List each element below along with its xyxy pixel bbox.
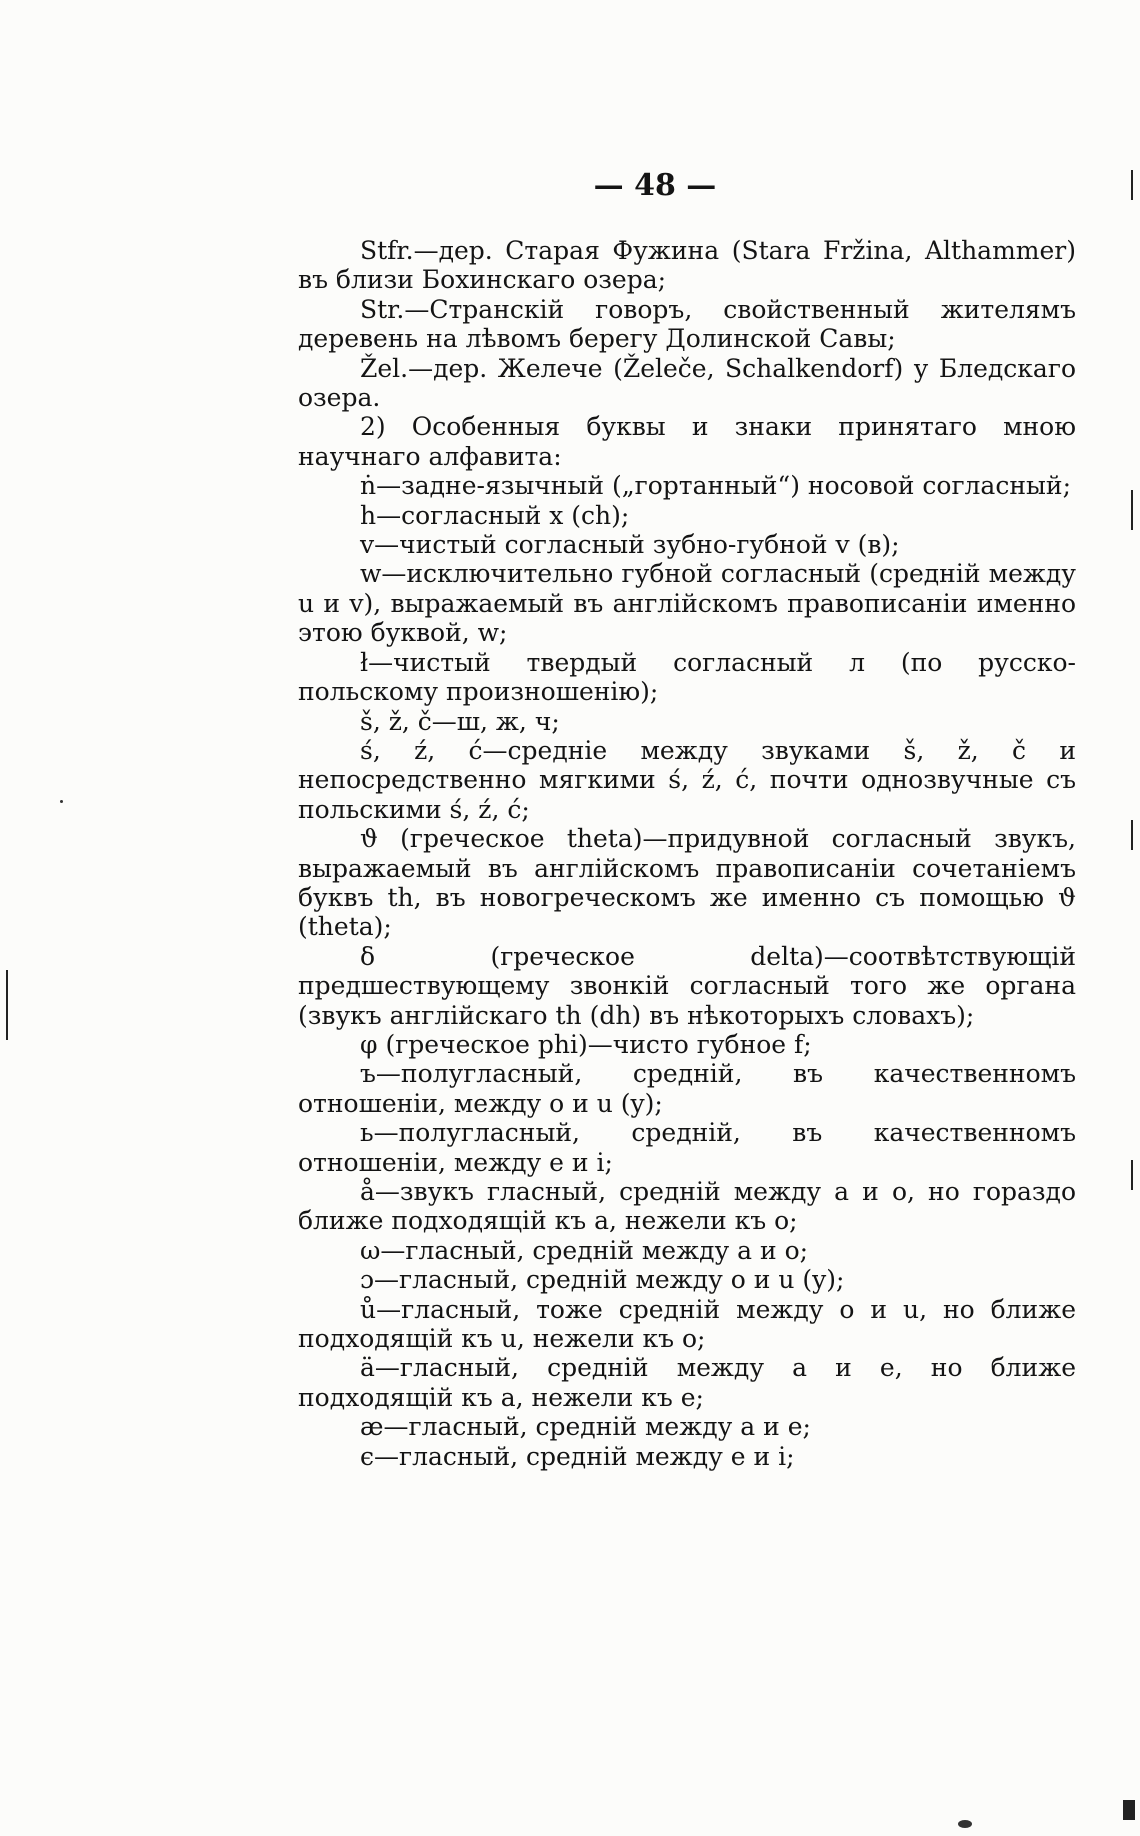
paragraph-yer-soft: ь—полугласный, средній, въ качественномъ отношеніи, между e и i; <box>298 1118 1076 1177</box>
scan-edge-mark <box>1131 170 1133 200</box>
page-number: — 48 — <box>593 168 717 203</box>
paragraph-ae: æ—гласный, средній между a и e; <box>360 1412 811 1442</box>
paragraph-phi: φ (греческое phi)—чисто губное f; <box>360 1029 812 1059</box>
paragraph-delta: δ (греческое delta)—соотвѣтствующій предшествующему звонкій согласный того же органа (звукъ англійскаго th (dh) въ нѣкоторыхъ словахъ); <box>298 941 1076 1030</box>
paragraph-a-uml: ä—гласный, средній между a и e, но ближе подходящій къ a, нежели къ e; <box>298 1353 1076 1412</box>
paragraph-u-ring: ů—гласный, тоже средній между o и u, но ближе подходящій къ u, нежели къ o; <box>298 1294 1076 1354</box>
paragraph-omega: ω—гласный, средній между a и o; <box>360 1235 809 1265</box>
scan-speck <box>60 800 63 803</box>
paragraph-zel: Žel.—дер. Желече (Želeče, Schalkendorf) у Бледскаго озера. <box>298 353 1076 413</box>
paragraph-section2: 2) Особенныя буквы и знаки принятаго мною научнаго алфавита: <box>298 412 1076 471</box>
paragraph-epsilon: ϵ—гласный, средній между e и i; <box>360 1441 795 1471</box>
scan-edge-mark <box>1131 490 1133 530</box>
paragraph-stfr: Stfr.—дер. Старая Фужина (Stara Fržina, Althammer) въ близи Бохинскаго озера; <box>298 236 1076 295</box>
paragraph-l: ł—чистый твердый согласный л (по русско-польскому произношенію); <box>298 647 1076 707</box>
paragraph-n: ṅ—задне-язычный („гортанный“) носовой согласный; <box>360 471 1071 501</box>
scan-edge-mark <box>6 970 8 1040</box>
scan-edge-mark <box>1123 1800 1135 1820</box>
paragraph-szc-soft: ś, ź, ć—средніе между звуками š, ž, č и непосредственно мягкими ś, ź, ć, почти однозвучные съ польскими ś, ź, ć; <box>298 735 1076 824</box>
paragraph-szc: š, ž, č—ш, ж, ч; <box>360 706 560 736</box>
paragraph-yer: ъ—полугласный, средній, въ качественномъ отношеніи, между o и u (y); <box>298 1059 1076 1118</box>
paragraph-theta: ϑ (греческое theta)—придувной согласный звукъ, выражаемый въ англійскомъ правописаніи сочетаніемъ буквъ th, въ новогреческомъ же именно съ помощью ϑ (theta); <box>298 824 1076 942</box>
scan-edge-mark <box>1131 1160 1133 1190</box>
scan-speck <box>958 1820 972 1828</box>
paragraph-a-ring: å—звукъ гласный, средній между a и o, но гораздо ближе подходящій къ a, нежели къ o; <box>298 1177 1076 1236</box>
body-text <box>298 236 1076 1471</box>
paragraph-v: v—чистый согласный зубно-губной v (в); <box>360 530 900 560</box>
paragraph-w: w—исключительно губной согласный (средній между u и v), выражаемый въ англійскомъ правописаніи именно этою буквой, w; <box>298 559 1076 648</box>
scan-edge-mark <box>1131 820 1133 850</box>
paragraph-str: Str.—Странскій говоръ, свойственный жителямъ деревень на лѣвомъ берегу Долинской Савы; <box>298 294 1076 354</box>
paragraph-h: h—согласный x (ch); <box>360 500 630 530</box>
paragraph-open-o: ɔ—гласный, средній между o и u (y); <box>360 1265 845 1295</box>
